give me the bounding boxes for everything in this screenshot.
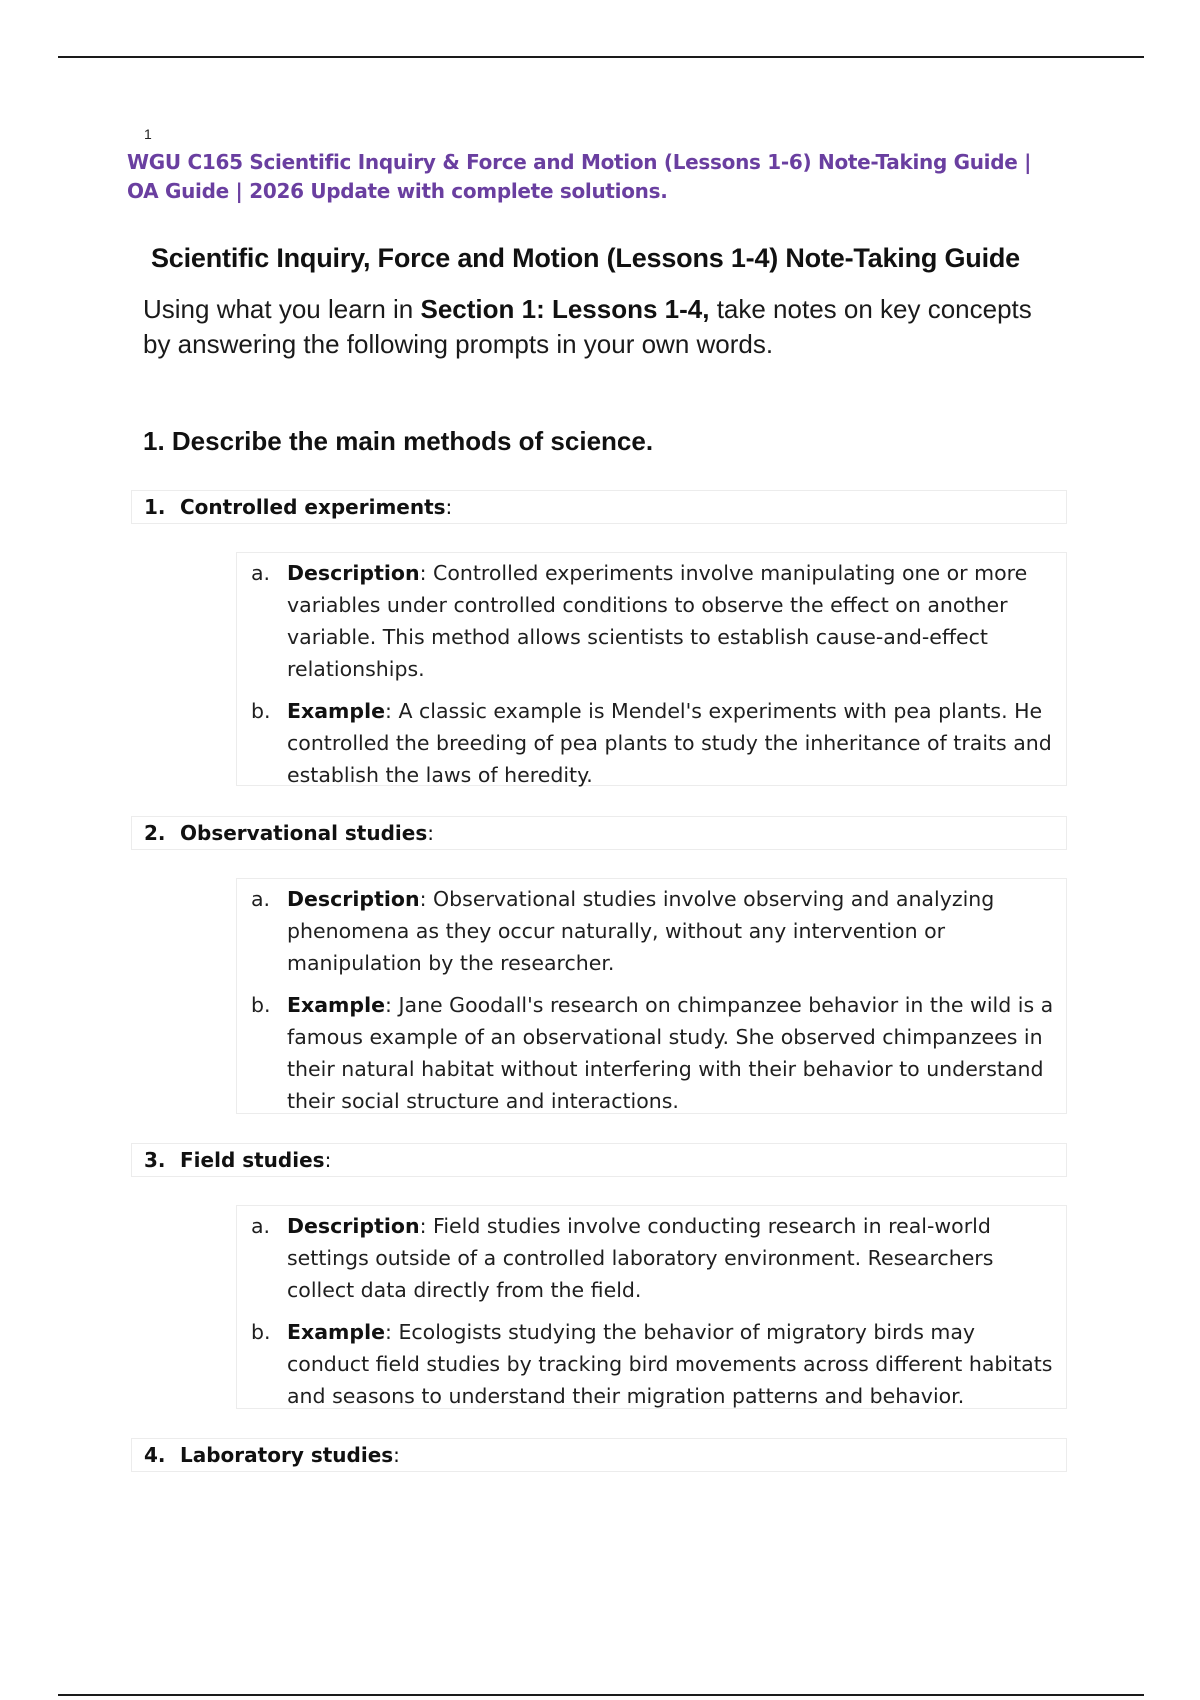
method-row-controlled-experiments bbox=[131, 490, 1067, 524]
example-text: : A classic example is Mendel's experiments with pea plants. He controlled the breeding of pea plants to study the inheritance of traits and establish the laws of heredity. bbox=[287, 699, 1052, 787]
method-name: Laboratory studies bbox=[180, 1443, 394, 1467]
description-label: Description bbox=[287, 1214, 420, 1238]
description-item bbox=[251, 883, 1056, 979]
method-number: 2. bbox=[144, 821, 166, 845]
method-name: Controlled experiments bbox=[180, 495, 446, 519]
intro-paragraph bbox=[143, 292, 1043, 362]
method-row-observational-studies bbox=[131, 816, 1067, 850]
method-suffix: : bbox=[445, 495, 453, 519]
intro-text-after: take notes on key concepts by answering the following prompts in your own words. bbox=[143, 294, 1032, 359]
description-item bbox=[251, 557, 1056, 685]
bottom-rule bbox=[58, 1694, 1144, 1696]
description-text: : Field studies involve conducting research in real-world settings outside of a controlled laboratory environment. Researchers collect data directly from the field. bbox=[287, 1214, 994, 1302]
item-letter: b. bbox=[251, 1320, 271, 1344]
intro-section-ref: Section 1: Lessons 1-4, bbox=[420, 294, 710, 324]
item-letter: b. bbox=[251, 699, 271, 723]
example-label: Example bbox=[287, 993, 386, 1017]
question-heading: 1. Describe the main methods of science. bbox=[143, 426, 654, 456]
method-row-laboratory-studies bbox=[131, 1438, 1067, 1472]
method-row-field-studies bbox=[131, 1143, 1067, 1177]
method-details-observational-studies bbox=[236, 878, 1067, 1114]
description-label: Description bbox=[287, 887, 420, 911]
method-details-field-studies bbox=[236, 1205, 1067, 1409]
method-name: Observational studies bbox=[180, 821, 428, 845]
example-item bbox=[251, 989, 1056, 1117]
description-label: Description bbox=[287, 561, 420, 585]
item-letter: a. bbox=[251, 561, 271, 585]
description-text: : Observational studies involve observing and analyzing phenomena as they occur naturally, without any intervention or manipulation by the researcher. bbox=[287, 887, 995, 975]
method-details-controlled-experiments bbox=[236, 552, 1067, 786]
method-number: 1. bbox=[144, 495, 166, 519]
example-item bbox=[251, 1316, 1056, 1412]
method-number: 4. bbox=[144, 1443, 166, 1467]
method-suffix: : bbox=[324, 1148, 332, 1172]
guide-heading: Scientific Inquiry, Force and Motion (Lessons 1-4) Note-Taking Guide bbox=[151, 243, 1020, 273]
example-label: Example bbox=[287, 1320, 386, 1344]
example-label: Example bbox=[287, 699, 386, 723]
method-name: Field studies bbox=[180, 1148, 325, 1172]
description-item bbox=[251, 1210, 1056, 1306]
method-suffix: : bbox=[427, 821, 434, 845]
item-letter: a. bbox=[251, 887, 271, 911]
example-text: : Jane Goodall's research on chimpanzee behavior in the wild is a famous example of an observational study. She observed chimpanzees in their natural habitat without interfering with their behavior to understand their social structure and interactions. bbox=[287, 993, 1054, 1113]
intro-text-before: Using what you learn in bbox=[143, 294, 421, 324]
description-text: : Controlled experiments involve manipulating one or more variables under controlled conditions to observe the effect on another variable. This method allows scientists to establish cause-and-effect relationships. bbox=[287, 561, 1028, 681]
top-rule bbox=[58, 56, 1144, 58]
example-text: : Ecologists studying the behavior of migratory birds may conduct field studies by tracking bird movements across different habitats and seasons to understand their migration patterns and behavior. bbox=[287, 1320, 1053, 1408]
method-suffix: : bbox=[393, 1443, 400, 1467]
example-item bbox=[251, 695, 1056, 791]
page-number: 1 bbox=[144, 126, 152, 142]
item-letter: b. bbox=[251, 993, 271, 1017]
method-number: 3. bbox=[144, 1148, 166, 1172]
document-title: WGU C165 Scientific Inquiry & Force and Motion (Lessons 1-6) Note-Taking Guide | OA Guide | 2026 Update with complete solutions. bbox=[127, 150, 1032, 203]
item-letter: a. bbox=[251, 1214, 271, 1238]
